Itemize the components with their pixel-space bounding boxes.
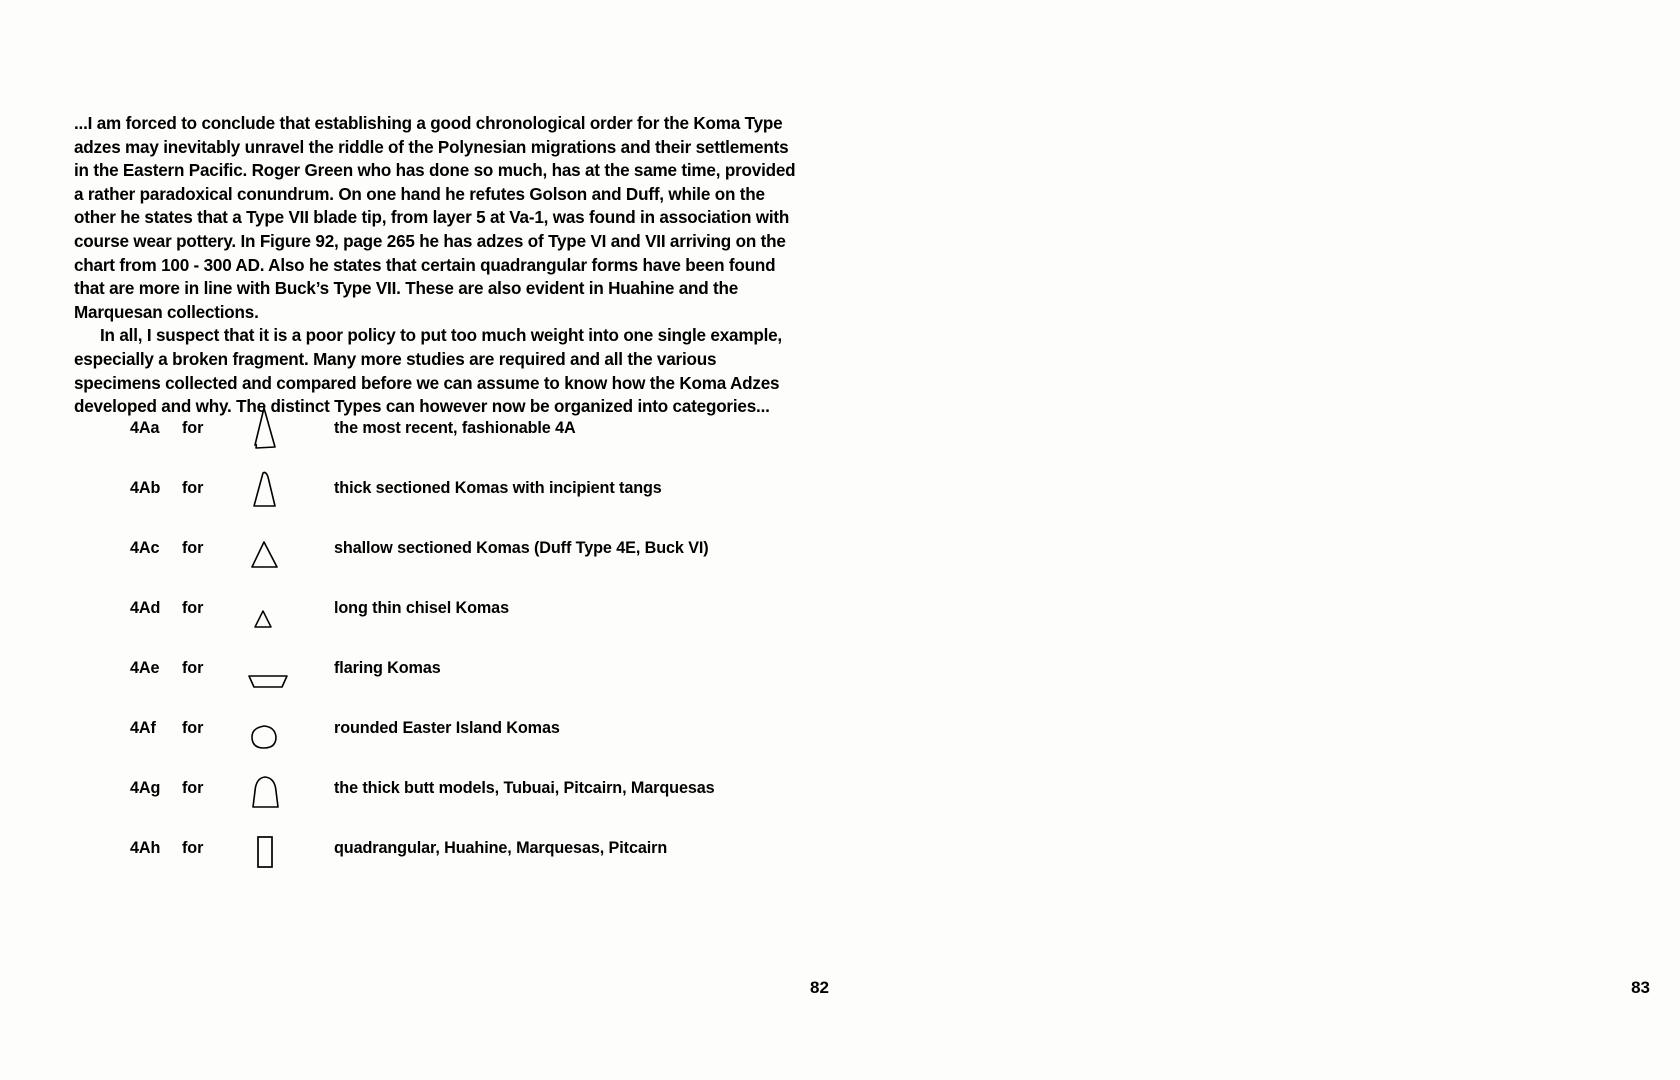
type-code: 4Ae [130,658,160,677]
type-description: rounded Easter Island Komas [334,718,560,737]
essay-paragraph-2: In all, I suspect that it is a poor policy to put too much weight into one single example, especially a broken fragment. Many more studies are required and all the various specimens collected and compared before we can assume to know how the Koma Adzes developed and why. The distinct Types can however now be organized into categories... [74,326,782,417]
type-for-label: for [182,538,204,557]
rounded-apex-triangle-icon [244,465,334,511]
list-item [130,458,830,518]
adze-type-list [130,398,830,878]
type-for-label: for [182,838,204,857]
type-for-label: for [182,718,204,737]
list-item [130,698,830,758]
type-for-label: for [182,778,204,797]
quadrangular-rectangle-icon [244,825,334,871]
list-item [130,518,830,578]
type-description: thick sectioned Komas with incipient tangs [334,478,662,497]
type-description: flaring Komas [334,658,441,677]
thick-butt-dome-icon [244,765,334,811]
type-code: 4Ah [130,838,161,857]
type-description: quadrangular, Huahine, Marquesas, Pitcairn [334,838,668,857]
type-for-label: for [182,598,204,617]
wide-shallow-triangle-icon [244,525,334,571]
list-item [130,638,830,698]
type-code: 4Ab [130,478,161,497]
list-item [130,398,830,458]
type-description: long thin chisel Komas [334,598,509,617]
type-for-label: for [182,418,204,437]
type-for-label: for [182,658,204,677]
type-description: the thick butt models, Tubuai, Pitcairn, Marquesas [334,778,715,797]
type-code: 4Ad [130,598,161,617]
page-folio-right: 83 [1631,978,1650,997]
essay-body [74,112,804,419]
type-code: 4Aa [130,418,160,437]
list-item [130,758,830,818]
tall-narrow-triangle-icon [244,405,334,451]
type-code: 4Ac [130,538,160,557]
page-folio-left: 82 [810,978,829,997]
type-description: the most recent, fashionable 4A [334,418,576,437]
essay-paragraph-1: ...I am forced to conclude that establishing a good chronological order for the Koma Type adzes may inevitably unravel the riddle of the Polynesian migrations and their settlements in the Eastern Pacific. Roger Green who has done so much, has at the same time, provided a rather paradoxical conundrum. On one hand he refutes Golson and Duff, while on the other he states that a Type VII blade tip, from layer 5 at Va-1, was found in association with course wear pottery. In Figure 92, page 265 he has adzes of Type VI and VII arriving on the chart from 100 - 300 AD. Also he states that certain quadrangular forms have been found that are more in line with Buck’s Type VII. These are also evident in Huahine and the Marquesan collections. [74,114,796,322]
list-item [130,578,830,638]
type-for-label: for [182,478,204,497]
rounded-oval-icon [244,705,334,751]
right-page [840,0,1680,1080]
type-code: 4Ag [130,778,161,797]
type-description: shallow sectioned Komas (Duff Type 4E, Buck VI) [334,538,709,557]
list-item [130,818,830,878]
small-thin-triangle-icon [244,585,334,631]
flaring-trapezoid-icon [244,645,334,691]
type-code: 4Af [130,718,156,737]
